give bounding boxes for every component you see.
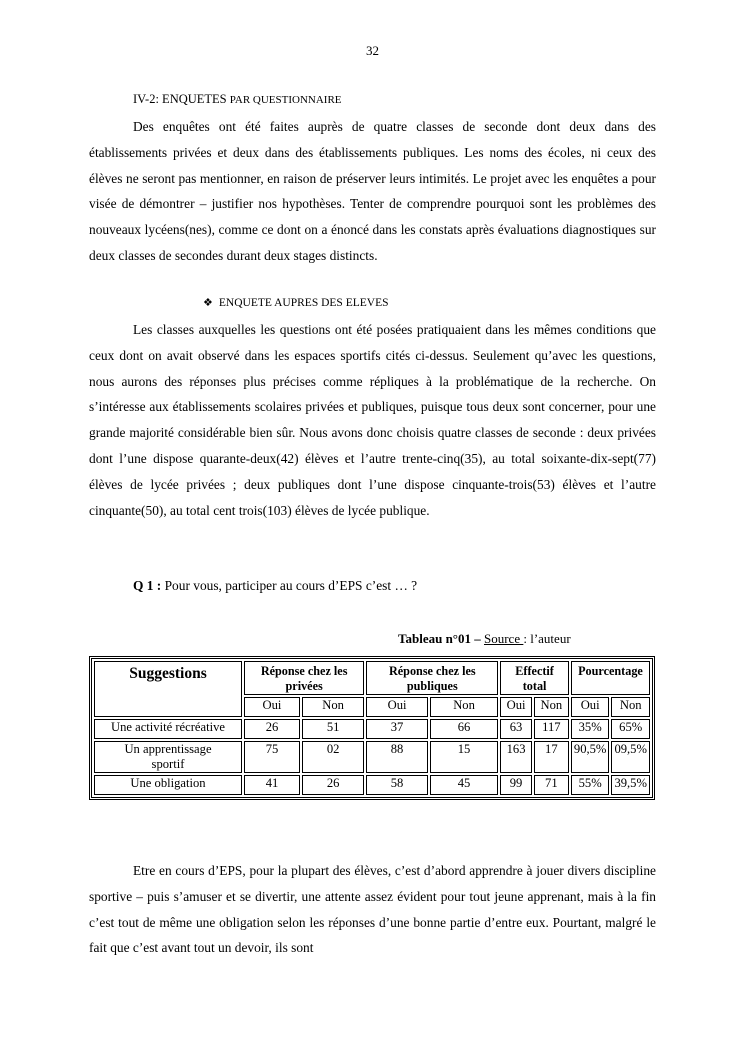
subheader-cell: Oui: [571, 697, 610, 717]
table-cell: 41: [244, 775, 300, 795]
question-1: [133, 578, 417, 594]
table-cell: 90,5%: [571, 741, 610, 773]
diamond-bullet-icon: ❖: [203, 297, 213, 309]
table-caption-title: Tableau n°01 –: [398, 631, 484, 646]
table-caption-rest: : l’auteur: [523, 631, 571, 646]
subheader-cell: Non: [430, 697, 498, 717]
table-cell: 71: [534, 775, 569, 795]
table-cell: 88: [366, 741, 428, 773]
header-suggestions: Suggestions: [94, 661, 242, 717]
paragraph-intro: Des enquêtes ont été faites auprès de quatre classes de seconde dont deux dans des établissements privées et deux dans des établissements publiques. Les noms des écoles, ni ceux des élèves ne seront pas mentionner, en raison de préserver leurs intimités. Le projet avec les enquêtes a pour visée de démontrer – justifier nos hypothèses. Tenter de comprendre pourquoi sont les problèmes des nouveaux lycéens(nes), comme ce dont on a énoncé dans les constats après évaluations diagnostiques sur deux classes de secondes durant deux stages distincts.: [89, 119, 656, 263]
subheader-cell: Oui: [366, 697, 428, 717]
header-percentage: Pourcentage: [571, 661, 650, 695]
subheading: [203, 295, 389, 310]
table-cell: 45: [430, 775, 498, 795]
question-label: Q 1 :: [133, 578, 162, 593]
table-cell: 66: [430, 719, 498, 739]
subheader-cell: Non: [611, 697, 650, 717]
section-heading: [133, 92, 342, 107]
table-cell: 63: [500, 719, 532, 739]
subheader-cell: Non: [534, 697, 569, 717]
table-cell: 75: [244, 741, 300, 773]
table-row: [94, 719, 650, 739]
section-heading-prefix: IV-2: ENQUETES: [133, 92, 230, 106]
subheader-cell: Oui: [500, 697, 532, 717]
table-cell: 163: [500, 741, 532, 773]
paragraph-students: Les classes auxquelles les questions ont été posées pratiquaient dans les mêmes conditions que ceux dont on avait observé dans les espaces sportifs cités ci-dessus. Seulement qu’avec les questions, nous aurons des réponses plus précises comme répliques à la problématique de la recherche. On s’intéresse aux établissements scolaires privées et publiques, puisque tous deux sont concerner, pour une grande majorité considérable bien sûr. Nous avons donc choisis quatre classes de seconde : deux privées dont l’une dispose quarante-deux(42) élèves et l’autre trente-cinq(35), au total soixante-dix-sept(77) élèves de lycée privées ; deux publiques dont l’une dispose cinquante-trois(53) élèves et l’autre cinquante(50), au total cent trois(103) élèves de lycée publique.: [89, 322, 656, 518]
subheading-text: ENQUETE AUPRES DES ELEVES: [218, 297, 389, 309]
subheader-cell: Non: [302, 697, 364, 717]
table-cell: 09,5%: [611, 741, 650, 773]
table-cell: 17: [534, 741, 569, 773]
table-caption-source: Source: [484, 631, 524, 646]
paragraph-analysis: Etre en cours d’EPS, pour la plupart des élèves, c’est d’abord apprendre à jouer divers discipline sportive – puis s’amuser et se divertir, une attente assez évident pour tout jeune apprenant, mais à la fin c’est tout de même une obligation selon les réponses d’une bonne partie d’entre eux. Pourtant, malgré le fait que c’est avant tout un devoir, ils sont: [89, 863, 656, 956]
table-header-row: [94, 661, 650, 695]
table-cell: 58: [366, 775, 428, 795]
section-heading-rest: PAR QUESTIONNAIRE: [229, 94, 342, 106]
row-label: Un apprentissage sportif: [94, 741, 242, 773]
table-cell: 51: [302, 719, 364, 739]
table-cell: 26: [244, 719, 300, 739]
header-total: Effectif total: [500, 661, 569, 695]
table-cell: 99: [500, 775, 532, 795]
row-label: Une obligation: [94, 775, 242, 795]
header-private: Réponse chez les privées: [244, 661, 364, 695]
header-public: Réponse chez les publiques: [366, 661, 498, 695]
page-number: 32: [366, 43, 379, 58]
table-cell: 35%: [571, 719, 610, 739]
subheader-cell: Oui: [244, 697, 300, 717]
table-cell: 39,5%: [611, 775, 650, 795]
table-cell: 02: [302, 741, 364, 773]
table-row: [94, 741, 650, 773]
question-text: Pour vous, participer au cours d’EPS c’est … ?: [161, 578, 418, 593]
table-cell: 117: [534, 719, 569, 739]
table-cell: 65%: [611, 719, 650, 739]
table-cell: 15: [430, 741, 498, 773]
table-cell: 37: [366, 719, 428, 739]
table-row: [94, 775, 650, 795]
table-cell: 55%: [571, 775, 610, 795]
survey-table: [89, 656, 655, 800]
table-cell: 26: [302, 775, 364, 795]
row-label: Une activité récréative: [94, 719, 242, 739]
table-caption: [398, 631, 571, 647]
